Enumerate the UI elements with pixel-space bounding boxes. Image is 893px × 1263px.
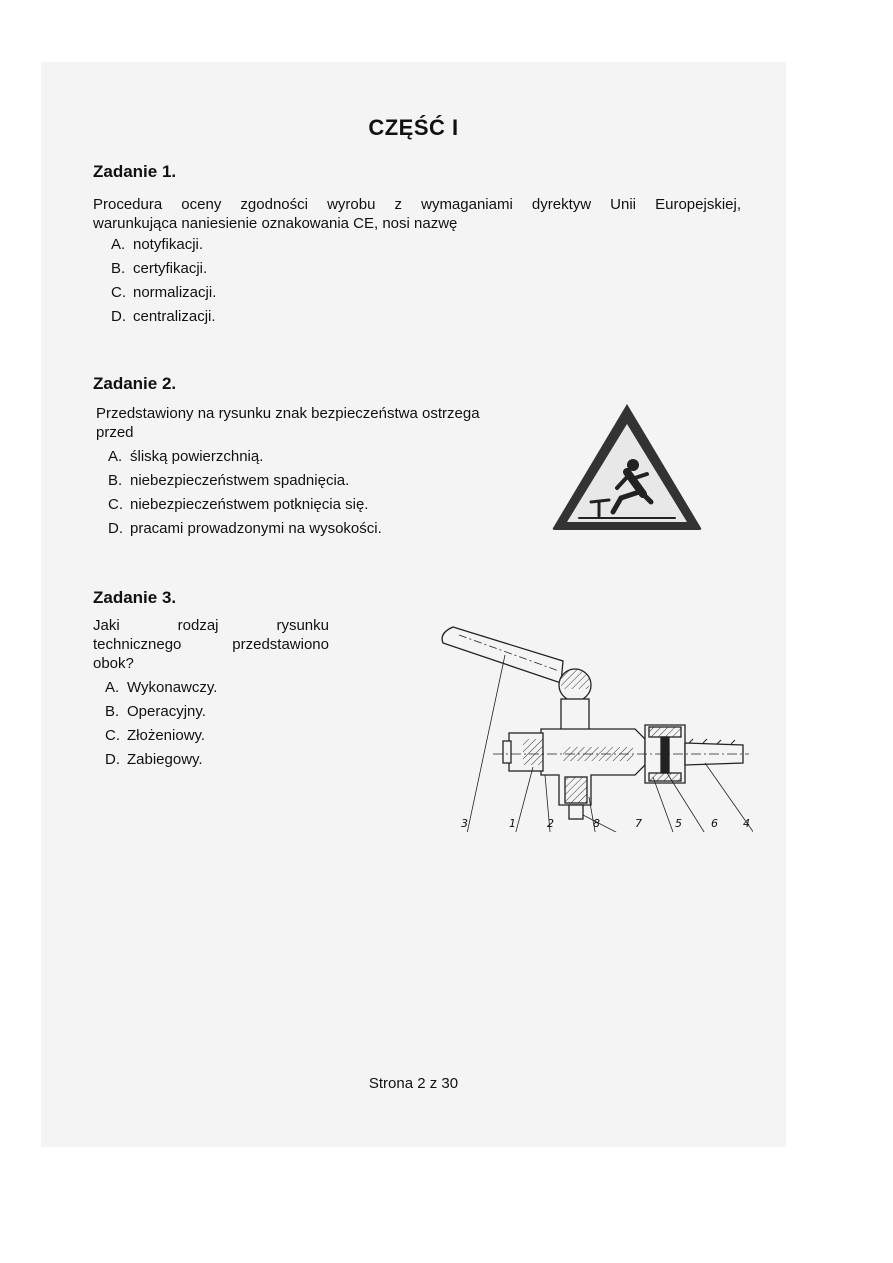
option-letter: B. xyxy=(105,703,120,720)
task-2-heading: Zadanie 2. xyxy=(93,374,177,393)
task-1-question-line2: warunkująca naniesienie oznakowania CE, nosi nazwę xyxy=(93,215,458,232)
option-text: niebezpieczeństwem potknięcia się. xyxy=(130,496,369,513)
task-1-heading: Zadanie 1. xyxy=(93,162,177,181)
callout-4: 4 xyxy=(743,817,750,830)
task-2-option-c xyxy=(108,493,382,517)
option-letter: D. xyxy=(108,520,123,537)
valve-assembly-drawing-icon xyxy=(413,607,753,832)
option-text: Wykonawczy. xyxy=(127,679,218,696)
task-2-question-line2: przed xyxy=(96,424,134,441)
option-text: Złożeniowy. xyxy=(127,727,206,744)
task-2-option-d xyxy=(108,517,382,541)
task-1-options xyxy=(111,233,216,329)
task-3-option-d xyxy=(105,748,217,772)
callout-3: 3 xyxy=(461,817,468,830)
callout-1: 1 xyxy=(509,817,516,830)
callout-5: 5 xyxy=(675,817,682,830)
task-2-options xyxy=(108,445,382,541)
page-footer: Strona 2 z 30 xyxy=(368,1075,459,1092)
option-letter: A. xyxy=(108,448,123,465)
task-1-option-d xyxy=(111,305,216,329)
task-3-question-line2: technicznego przedstawiono xyxy=(93,636,329,653)
page-title: CZĘŚĆ I xyxy=(368,115,459,140)
option-letter: A. xyxy=(111,236,126,253)
task-2-option-a xyxy=(108,445,382,469)
option-letter: C. xyxy=(111,284,126,301)
task-3-heading: Zadanie 3. xyxy=(93,588,177,607)
option-letter: D. xyxy=(111,308,126,325)
option-text: Zabiegowy. xyxy=(127,751,203,768)
task-1-option-a xyxy=(111,233,216,257)
option-text: pracami prowadzonymi na wysokości. xyxy=(130,520,382,537)
callout-7: 7 xyxy=(635,817,642,830)
task-3-question-line3: obok? xyxy=(93,655,134,672)
option-letter: A. xyxy=(105,679,120,696)
callout-6: 6 xyxy=(711,817,718,830)
option-letter: D. xyxy=(105,751,120,768)
option-text: śliską powierzchnią. xyxy=(130,448,264,465)
option-text: normalizacji. xyxy=(133,284,217,301)
slip-warning-sign-icon xyxy=(551,402,703,532)
task-3-option-c xyxy=(105,724,217,748)
option-letter: C. xyxy=(108,496,123,513)
option-text: centralizacji. xyxy=(133,308,216,325)
task-1-option-c xyxy=(111,281,216,305)
task-3-option-a xyxy=(105,676,217,700)
task-3-options xyxy=(105,676,217,772)
exam-page xyxy=(41,62,786,1147)
valve-outline xyxy=(442,627,753,832)
option-letter: B. xyxy=(111,260,126,277)
task-3-question-line1: Jaki rodzaj rysunku xyxy=(93,617,329,634)
option-text: certyfikacji. xyxy=(133,260,208,277)
callout-2: 2 xyxy=(547,817,554,830)
task-2-option-b xyxy=(108,469,382,493)
option-letter: C. xyxy=(105,727,120,744)
option-text: Operacyjny. xyxy=(127,703,206,720)
task-3-option-b xyxy=(105,700,217,724)
option-text: notyfikacji. xyxy=(133,236,204,253)
option-text: niebezpieczeństwem spadnięcia. xyxy=(130,472,350,489)
task-1-question-line1: Procedura oceny zgodności wyrobu z wymaganiami dyrektyw Unii Europejskiej, xyxy=(93,196,741,213)
valve-callouts xyxy=(461,817,750,830)
option-letter: B. xyxy=(108,472,123,489)
task-2-question-line1: Przedstawiony na rysunku znak bezpieczeństwa ostrzega xyxy=(96,405,480,422)
task-1-option-b xyxy=(111,257,216,281)
callout-8: 8 xyxy=(593,817,600,830)
